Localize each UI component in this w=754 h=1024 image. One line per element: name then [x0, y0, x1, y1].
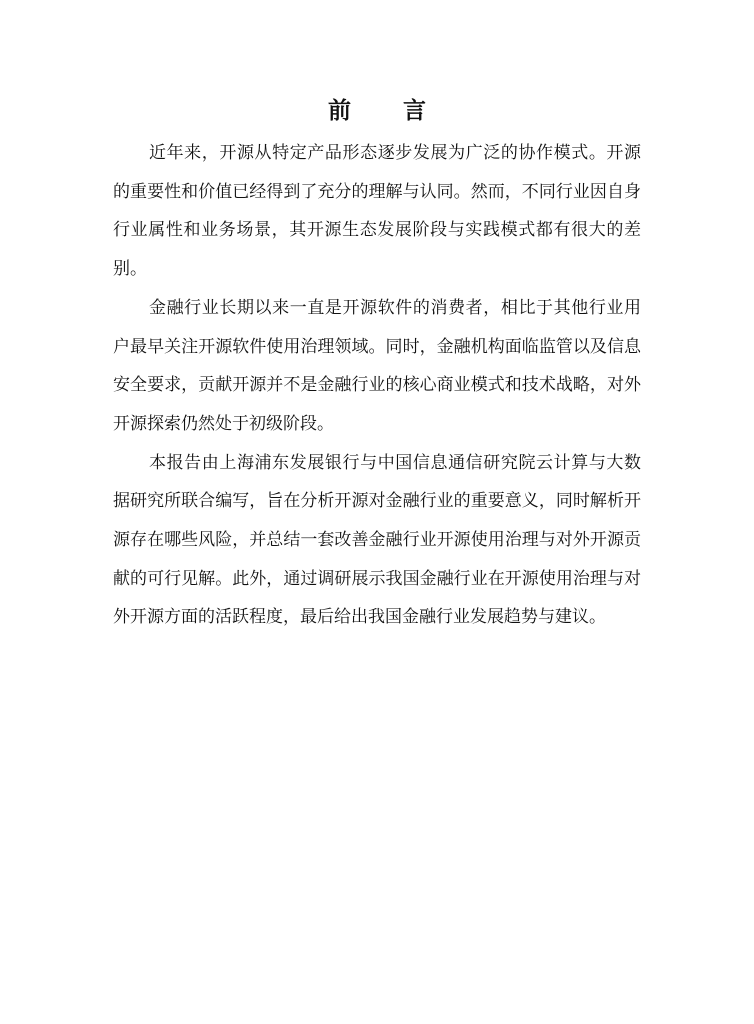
paragraph-3: 本报告由上海浦东发展银行与中国信息通信研究院云计算与大数据研究所联合编写，旨在分析开源对金融行业的重要意义，同时解析开源存在哪些风险，并总结一套改善金融行业开源使用治理与对外开源贡献的可行见解。此外，通过调研展示我国金融行业在开源使用治理与对外开源方面的活跃程度，最后给出我国金融行业发展趋势与建议。	[113, 452, 641, 628]
paragraph-1: 近年来，开源从特定产品形态逐步发展为广泛的协作模式。开源的重要性和价值已经得到了充分的理解与认同。然而，不同行业因自身行业属性和业务场景，其开源生态发展阶段与实践模式都有很大的差别。	[113, 143, 641, 280]
page-title: 前 言	[327, 98, 448, 124]
paragraph-2: 金融行业长期以来一直是开源软件的消费者，相比于其他行业用户最早关注开源软件使用治理领域。同时，金融机构面临监管以及信息安全要求，贡献开源并不是金融行业的核心商业模式和技术战略，对外开源探索仍然处于初级阶段。	[113, 297, 641, 434]
preface-body	[113, 134, 641, 637]
